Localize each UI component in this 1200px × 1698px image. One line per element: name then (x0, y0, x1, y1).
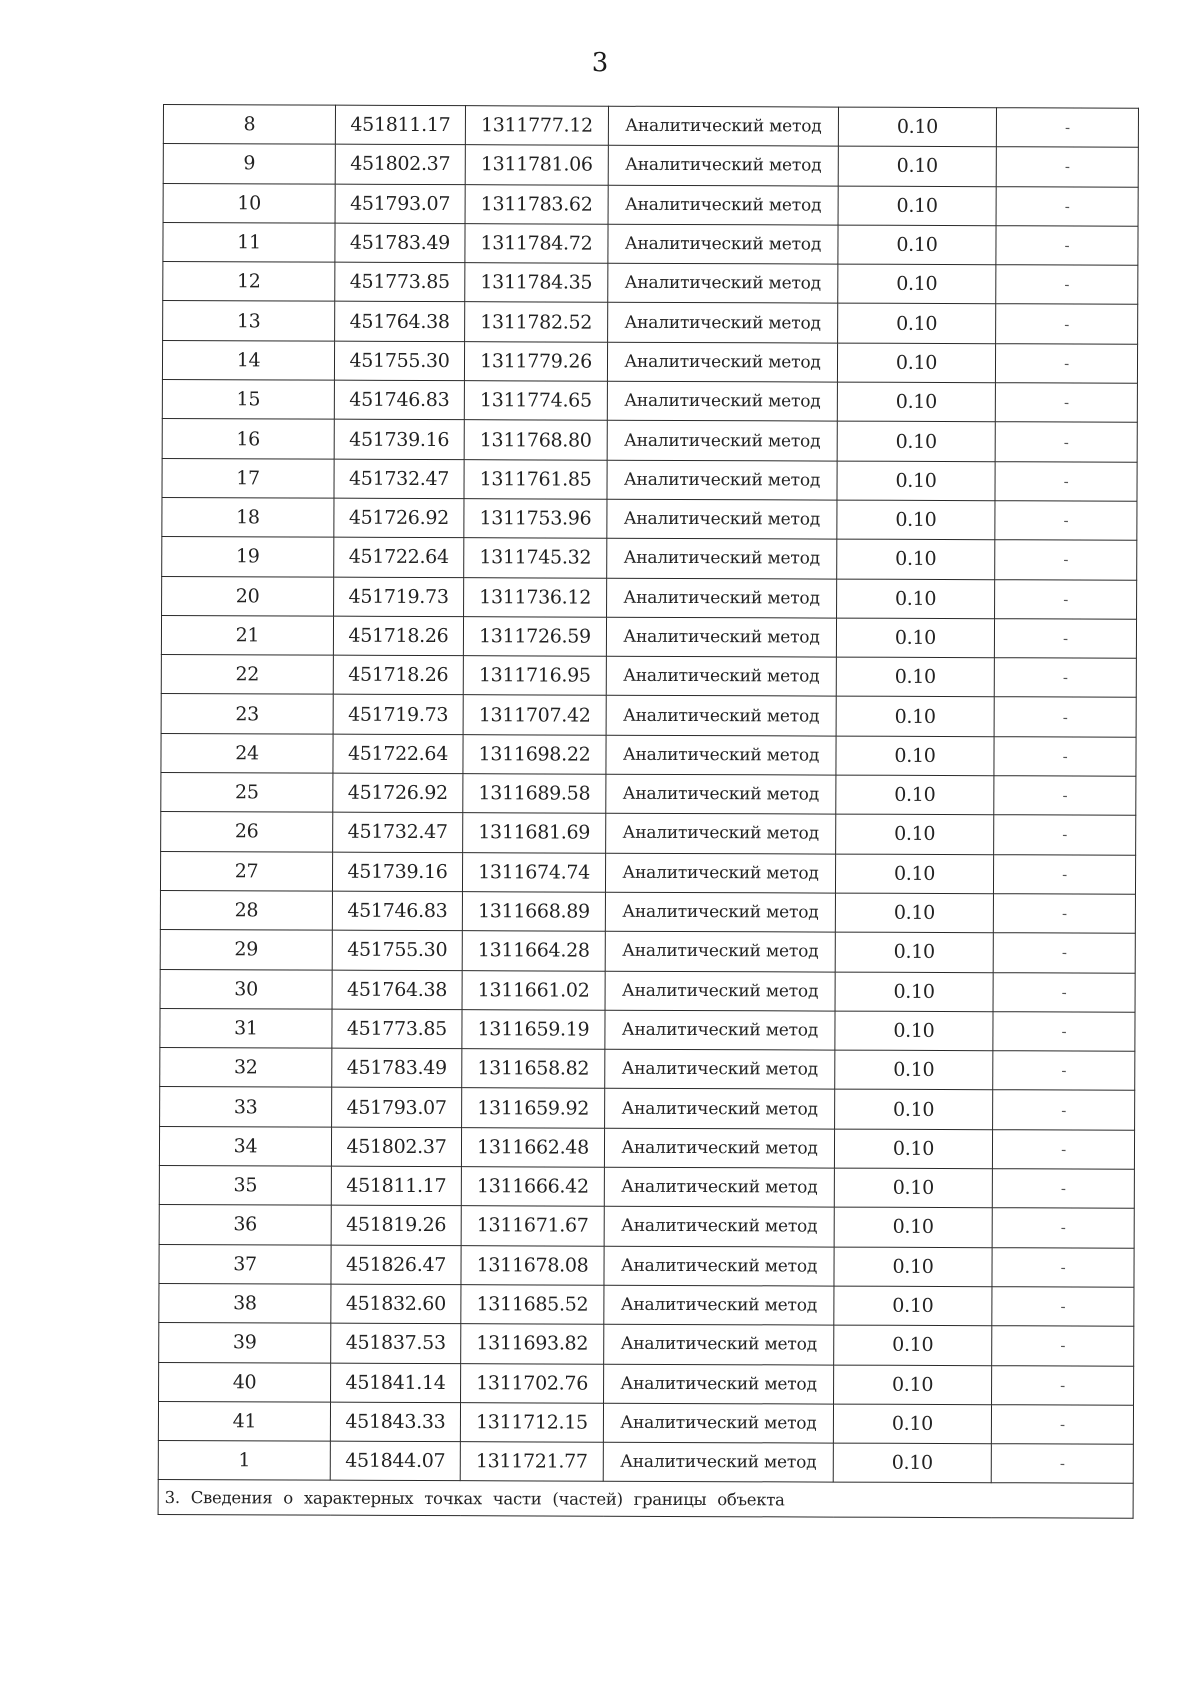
x-coordinate-cell: 451726.92 (334, 498, 464, 538)
point-number-cell: 31 (160, 1008, 332, 1048)
accuracy-cell: 0.10 (837, 382, 995, 422)
accuracy-cell: 0.10 (834, 1325, 992, 1365)
note-cell: - (994, 658, 1136, 698)
accuracy-cell: 0.10 (838, 225, 996, 265)
accuracy-cell: 0.10 (837, 461, 995, 501)
point-number-cell: 14 (162, 340, 334, 380)
y-coordinate-cell: 1311716.95 (463, 656, 606, 696)
note-cell: - (994, 776, 1136, 816)
y-coordinate-cell: 1311712.15 (460, 1402, 603, 1442)
y-coordinate-cell: 1311661.02 (462, 970, 605, 1010)
table-row (162, 537, 1137, 580)
method-cell: Аналитический метод (606, 735, 836, 775)
table-row (162, 419, 1137, 462)
method-cell: Аналитический метод (604, 1167, 834, 1207)
note-cell: - (996, 108, 1138, 148)
method-cell: Аналитический метод (605, 1010, 835, 1050)
point-number-cell: 12 (163, 262, 335, 302)
table-row (163, 183, 1138, 226)
method-cell: Аналитический метод (605, 1049, 835, 1089)
method-cell: Аналитический метод (607, 421, 837, 461)
note-cell: - (993, 972, 1135, 1012)
method-cell: Аналитический метод (606, 814, 836, 854)
x-coordinate-cell: 451746.83 (334, 380, 464, 420)
table-row (162, 576, 1137, 619)
point-number-cell: 10 (163, 183, 335, 223)
coordinates-table (158, 104, 1139, 1519)
x-coordinate-cell: 451718.26 (333, 616, 463, 656)
accuracy-cell: 0.10 (836, 657, 994, 697)
y-coordinate-cell: 1311685.52 (461, 1285, 604, 1325)
point-number-cell: 32 (160, 1048, 332, 1088)
table-body (158, 105, 1138, 1484)
table-row (162, 458, 1137, 501)
table-row (160, 851, 1135, 894)
table-row (159, 1283, 1134, 1326)
note-cell: - (992, 1365, 1134, 1405)
table-row (160, 1048, 1135, 1091)
accuracy-cell: 0.10 (836, 618, 994, 658)
point-number-cell: 24 (161, 733, 333, 773)
note-cell: - (993, 933, 1135, 973)
y-coordinate-cell: 1311721.77 (460, 1442, 603, 1482)
y-coordinate-cell: 1311736.12 (464, 577, 607, 617)
accuracy-cell: 0.10 (838, 186, 996, 226)
y-coordinate-cell: 1311753.96 (464, 499, 607, 539)
note-cell: - (994, 736, 1136, 776)
y-coordinate-cell: 1311702.76 (461, 1363, 604, 1403)
point-number-cell: 16 (162, 419, 334, 459)
method-cell: Аналитический метод (608, 263, 838, 303)
table-row (159, 1166, 1134, 1209)
table-row (163, 262, 1138, 305)
accuracy-cell: 0.10 (837, 539, 995, 579)
x-coordinate-cell: 451843.33 (330, 1402, 460, 1442)
note-cell: - (995, 501, 1137, 541)
method-cell: Аналитический метод (607, 499, 837, 539)
accuracy-cell: 0.10 (837, 579, 995, 619)
table-footer-row (158, 1480, 1133, 1519)
point-number-cell: 21 (161, 615, 333, 655)
table-row (160, 1087, 1135, 1130)
point-number-cell: 9 (163, 144, 335, 184)
point-number-cell: 18 (162, 497, 334, 537)
y-coordinate-cell: 1311671.67 (461, 1206, 604, 1246)
y-coordinate-cell: 1311745.32 (464, 538, 607, 578)
note-cell: - (992, 1129, 1134, 1169)
accuracy-cell: 0.10 (836, 697, 994, 737)
x-coordinate-cell: 451773.85 (332, 1009, 462, 1049)
table-row (161, 773, 1136, 816)
note-cell: - (993, 894, 1135, 934)
accuracy-cell: 0.10 (837, 421, 995, 461)
point-number-cell: 1 (158, 1441, 330, 1481)
point-number-cell: 20 (162, 576, 334, 616)
method-cell: Аналитический метод (607, 578, 837, 618)
method-cell: Аналитический метод (606, 774, 836, 814)
method-cell: Аналитический метод (604, 1324, 834, 1364)
point-number-cell: 19 (162, 537, 334, 577)
point-number-cell: 25 (161, 773, 333, 813)
x-coordinate-cell: 451746.83 (332, 891, 462, 931)
point-number-cell: 38 (159, 1283, 331, 1323)
method-cell: Аналитический метод (605, 853, 835, 893)
section-heading: 3. Сведения о характерных точках части (частей) границы объекта (158, 1480, 1133, 1519)
table-row (163, 105, 1138, 148)
point-number-cell: 17 (162, 458, 334, 498)
note-cell: - (994, 619, 1136, 659)
point-number-cell: 28 (160, 890, 332, 930)
y-coordinate-cell: 1311781.06 (465, 145, 608, 185)
method-cell: Аналитический метод (607, 381, 837, 421)
point-number-cell: 35 (159, 1166, 331, 1206)
point-number-cell: 30 (160, 969, 332, 1009)
accuracy-cell: 0.10 (836, 775, 994, 815)
accuracy-cell: 0.10 (834, 1247, 992, 1287)
method-cell: Аналитический метод (607, 460, 837, 500)
table-row (161, 655, 1136, 698)
method-cell: Аналитический метод (604, 1285, 834, 1325)
table-row (162, 497, 1137, 540)
note-cell: - (994, 697, 1136, 737)
note-cell: - (991, 1444, 1133, 1484)
table-row (158, 1401, 1133, 1444)
method-cell: Аналитический метод (608, 185, 838, 225)
accuracy-cell: 0.10 (838, 146, 996, 186)
accuracy-cell: 0.10 (834, 1286, 992, 1326)
note-cell: - (994, 815, 1136, 855)
x-coordinate-cell: 451844.07 (330, 1441, 460, 1481)
x-coordinate-cell: 451719.73 (333, 695, 463, 735)
table-row (161, 733, 1136, 776)
note-cell: - (996, 265, 1138, 305)
table-row (160, 930, 1135, 973)
y-coordinate-cell: 1311768.80 (464, 420, 607, 460)
note-cell: - (995, 579, 1137, 619)
point-number-cell: 36 (159, 1205, 331, 1245)
point-number-cell: 37 (159, 1244, 331, 1284)
note-cell: - (991, 1404, 1133, 1444)
table-row (163, 301, 1138, 344)
accuracy-cell: 0.10 (838, 107, 996, 147)
table-row (160, 1008, 1135, 1051)
x-coordinate-cell: 451811.17 (331, 1166, 461, 1206)
x-coordinate-cell: 451732.47 (333, 813, 463, 853)
y-coordinate-cell: 1311784.72 (465, 224, 608, 264)
x-coordinate-cell: 451783.49 (335, 223, 465, 263)
point-number-cell: 22 (161, 655, 333, 695)
x-coordinate-cell: 451793.07 (335, 184, 465, 224)
y-coordinate-cell: 1311693.82 (461, 1324, 604, 1364)
method-cell: Аналитический метод (604, 1364, 834, 1404)
note-cell: - (996, 186, 1138, 226)
method-cell: Аналитический метод (607, 342, 837, 382)
table-row (163, 222, 1138, 265)
x-coordinate-cell: 451719.73 (334, 577, 464, 617)
x-coordinate-cell: 451726.92 (333, 773, 463, 813)
x-coordinate-cell: 451826.47 (331, 1245, 461, 1285)
y-coordinate-cell: 1311664.28 (462, 931, 605, 971)
y-coordinate-cell: 1311698.22 (463, 734, 606, 774)
x-coordinate-cell: 451793.07 (332, 1088, 462, 1128)
accuracy-cell: 0.10 (835, 854, 993, 894)
y-coordinate-cell: 1311779.26 (464, 341, 607, 381)
note-cell: - (995, 383, 1137, 423)
y-coordinate-cell: 1311783.62 (465, 184, 608, 224)
x-coordinate-cell: 451832.60 (331, 1284, 461, 1324)
x-coordinate-cell: 451722.64 (334, 537, 464, 577)
point-number-cell: 13 (163, 301, 335, 341)
y-coordinate-cell: 1311689.58 (463, 774, 606, 814)
x-coordinate-cell: 451819.26 (331, 1205, 461, 1245)
accuracy-cell: 0.10 (835, 893, 993, 933)
table-row (159, 1126, 1134, 1169)
y-coordinate-cell: 1311726.59 (463, 617, 606, 657)
note-cell: - (992, 1287, 1134, 1327)
note-cell: - (996, 304, 1138, 344)
table-row (159, 1205, 1134, 1248)
point-number-cell: 33 (160, 1087, 332, 1127)
note-cell: - (995, 461, 1137, 501)
method-cell: Аналитический метод (605, 892, 835, 932)
method-cell: Аналитический метод (608, 224, 838, 264)
note-cell: - (992, 1169, 1134, 1209)
x-coordinate-cell: 451718.26 (333, 655, 463, 695)
note-cell: - (992, 1326, 1134, 1366)
point-number-cell: 29 (160, 930, 332, 970)
x-coordinate-cell: 451783.49 (332, 1048, 462, 1088)
note-cell: - (996, 147, 1138, 187)
x-coordinate-cell: 451739.16 (334, 420, 464, 460)
note-cell: - (993, 1090, 1135, 1130)
method-cell: Аналитический метод (606, 656, 836, 696)
method-cell: Аналитический метод (606, 696, 836, 736)
accuracy-cell: 0.10 (838, 304, 996, 344)
table-row (162, 340, 1137, 383)
x-coordinate-cell: 451802.37 (335, 144, 465, 184)
x-coordinate-cell: 451773.85 (335, 262, 465, 302)
x-coordinate-cell: 451841.14 (331, 1363, 461, 1403)
x-coordinate-cell: 451755.30 (332, 930, 462, 970)
note-cell: - (995, 343, 1137, 383)
table-row (161, 694, 1136, 737)
y-coordinate-cell: 1311782.52 (465, 302, 608, 342)
note-cell: - (996, 226, 1138, 266)
accuracy-cell: 0.10 (834, 1168, 992, 1208)
accuracy-cell: 0.10 (835, 1011, 993, 1051)
y-coordinate-cell: 1311668.89 (462, 892, 605, 932)
method-cell: Аналитический метод (604, 1207, 834, 1247)
table-row (161, 615, 1136, 658)
x-coordinate-cell: 451802.37 (331, 1127, 461, 1167)
note-cell: - (995, 540, 1137, 580)
note-cell: - (993, 1051, 1135, 1091)
x-coordinate-cell: 451811.17 (335, 105, 465, 145)
point-number-cell: 23 (161, 694, 333, 734)
x-coordinate-cell: 451722.64 (333, 734, 463, 774)
table-row (163, 144, 1138, 187)
accuracy-cell: 0.10 (833, 1443, 991, 1483)
method-cell: Аналитический метод (608, 106, 838, 146)
y-coordinate-cell: 1311784.35 (465, 263, 608, 303)
method-cell: Аналитический метод (604, 1246, 834, 1286)
table-row (161, 812, 1136, 855)
accuracy-cell: 0.10 (835, 1050, 993, 1090)
y-coordinate-cell: 1311774.65 (464, 381, 607, 421)
table-row (162, 380, 1137, 423)
accuracy-cell: 0.10 (835, 1090, 993, 1130)
method-cell: Аналитический метод (605, 971, 835, 1011)
table-row (160, 969, 1135, 1012)
y-coordinate-cell: 1311681.69 (463, 813, 606, 853)
note-cell: - (993, 854, 1135, 894)
point-number-cell: 40 (159, 1362, 331, 1402)
method-cell: Аналитический метод (608, 146, 838, 186)
x-coordinate-cell: 451764.38 (332, 970, 462, 1010)
note-cell: - (995, 422, 1137, 462)
y-coordinate-cell: 1311777.12 (465, 106, 608, 146)
table-row (158, 1441, 1133, 1484)
table-row (159, 1323, 1134, 1366)
table-row (159, 1244, 1134, 1287)
y-coordinate-cell: 1311659.19 (462, 1009, 605, 1049)
accuracy-cell: 0.10 (835, 972, 993, 1012)
y-coordinate-cell: 1311674.74 (462, 852, 605, 892)
point-number-cell: 34 (159, 1126, 331, 1166)
x-coordinate-cell: 451764.38 (335, 302, 465, 342)
accuracy-cell: 0.10 (836, 814, 994, 854)
note-cell: - (992, 1247, 1134, 1287)
accuracy-cell: 0.10 (837, 500, 995, 540)
accuracy-cell: 0.10 (838, 264, 996, 304)
method-cell: Аналитический метод (603, 1442, 833, 1482)
table-row (159, 1362, 1134, 1405)
point-number-cell: 26 (161, 812, 333, 852)
point-number-cell: 8 (163, 105, 335, 145)
point-number-cell: 39 (159, 1323, 331, 1363)
method-cell: Аналитический метод (603, 1403, 833, 1443)
method-cell: Аналитический метод (604, 1128, 834, 1168)
y-coordinate-cell: 1311662.48 (461, 1127, 604, 1167)
point-number-cell: 15 (162, 380, 334, 420)
x-coordinate-cell: 451739.16 (332, 852, 462, 892)
coordinates-table-wrapper (158, 104, 1138, 1519)
accuracy-cell: 0.10 (833, 1404, 991, 1444)
accuracy-cell: 0.10 (834, 1207, 992, 1247)
table-row (160, 890, 1135, 933)
y-coordinate-cell: 1311761.85 (464, 459, 607, 499)
y-coordinate-cell: 1311678.08 (461, 1245, 604, 1285)
x-coordinate-cell: 451755.30 (334, 341, 464, 381)
method-cell: Аналитический метод (605, 1089, 835, 1129)
accuracy-cell: 0.10 (836, 736, 994, 776)
y-coordinate-cell: 1311666.42 (461, 1167, 604, 1207)
method-cell: Аналитический метод (607, 538, 837, 578)
note-cell: - (993, 1012, 1135, 1052)
method-cell: Аналитический метод (605, 931, 835, 971)
accuracy-cell: 0.10 (834, 1129, 992, 1169)
page-number: 3 (591, 48, 609, 78)
accuracy-cell: 0.10 (837, 343, 995, 383)
accuracy-cell: 0.10 (835, 932, 993, 972)
y-coordinate-cell: 1311659.92 (462, 1088, 605, 1128)
point-number-cell: 41 (158, 1401, 330, 1441)
accuracy-cell: 0.10 (834, 1365, 992, 1405)
method-cell: Аналитический метод (608, 303, 838, 343)
point-number-cell: 27 (160, 851, 332, 891)
point-number-cell: 11 (163, 222, 335, 262)
note-cell: - (992, 1208, 1134, 1248)
x-coordinate-cell: 451732.47 (334, 459, 464, 499)
y-coordinate-cell: 1311707.42 (463, 695, 606, 735)
y-coordinate-cell: 1311658.82 (462, 1049, 605, 1089)
x-coordinate-cell: 451837.53 (331, 1323, 461, 1363)
method-cell: Аналитический метод (606, 617, 836, 657)
